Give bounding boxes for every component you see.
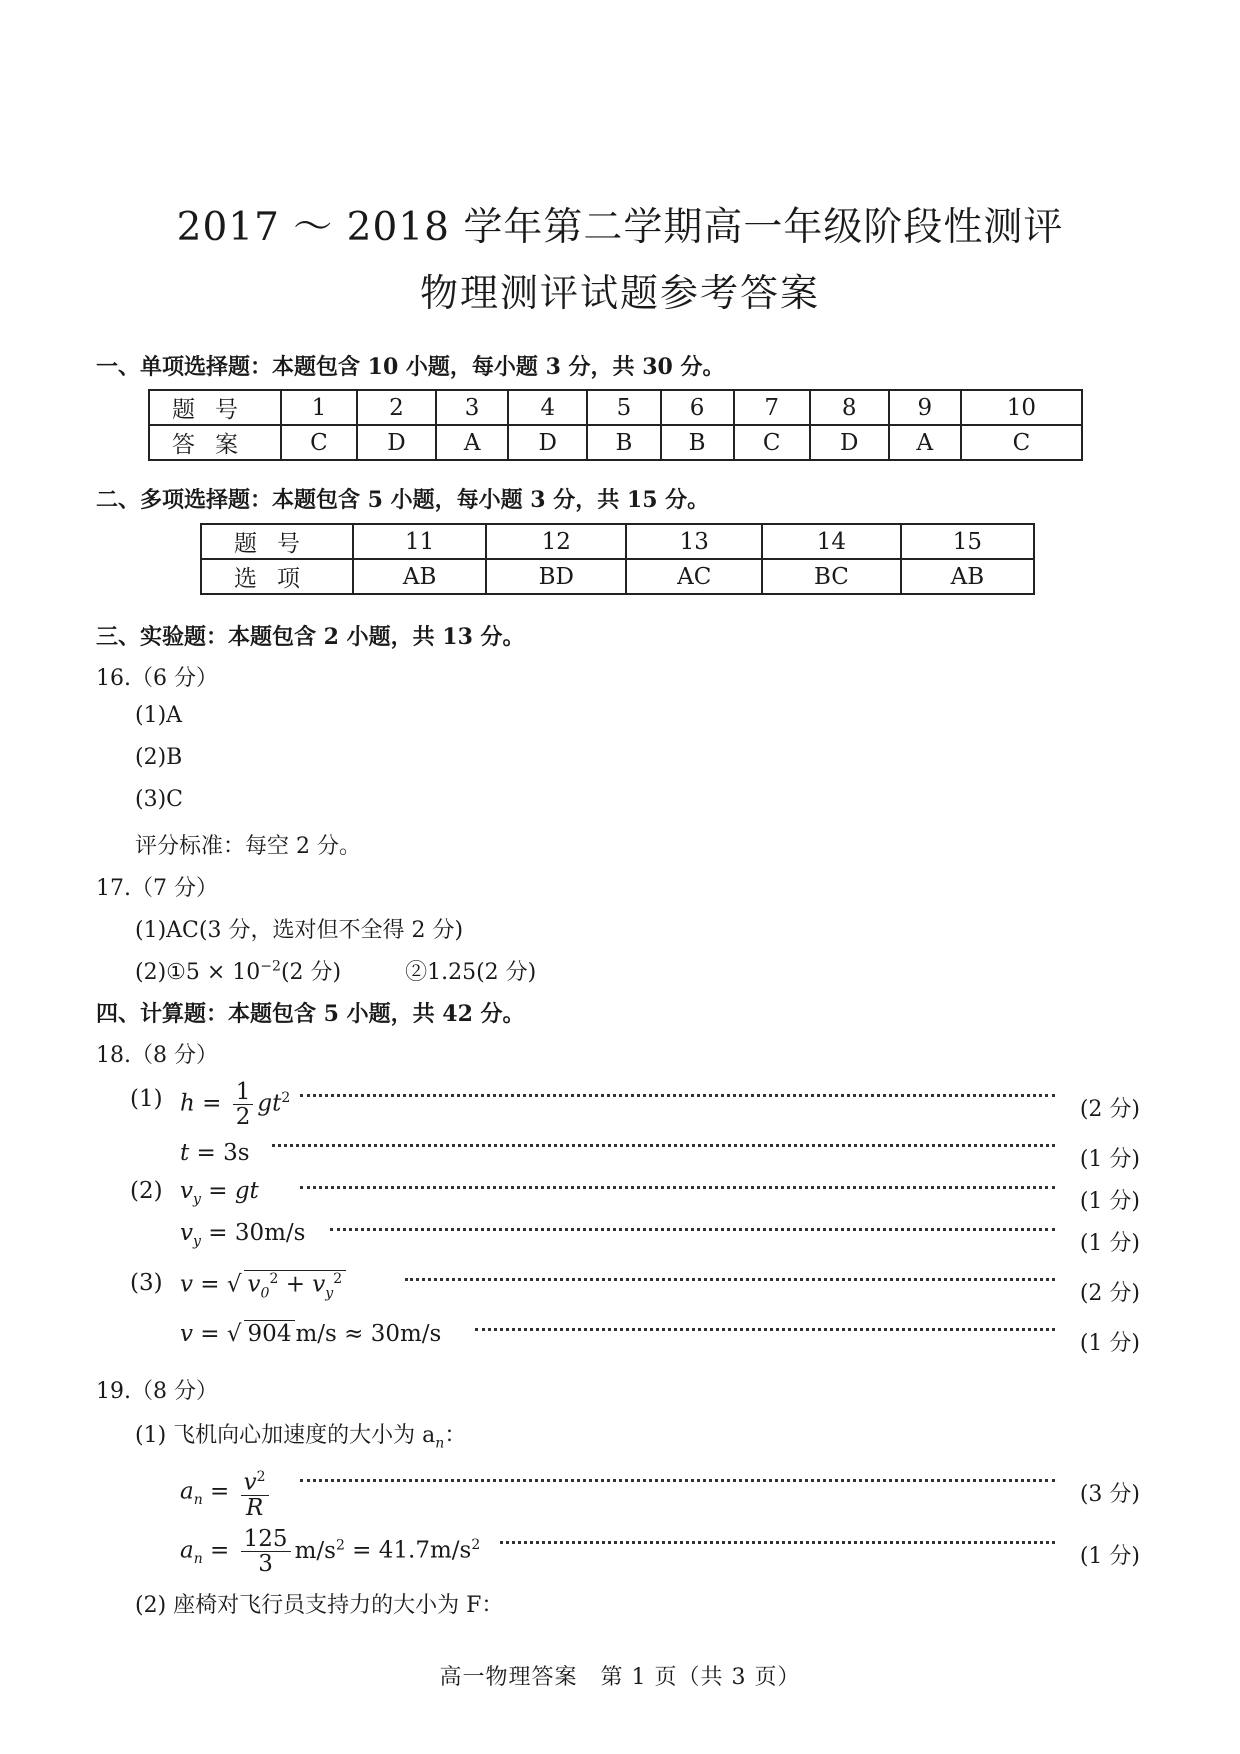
q19-formula-an-value: $a_n$ = $\frac{125}{3}$ $m/s^2 = 41.7m/s^2$ bbox=[180, 1526, 481, 1577]
question-17-label: 17.（7 分） bbox=[96, 876, 218, 901]
question-18-label: 18.（8 分） bbox=[96, 1043, 218, 1068]
q19-part-1-intro: (1) 飞机向心加速度的大小为 $a_n$： bbox=[135, 1423, 467, 1452]
table-cell: A bbox=[889, 425, 961, 460]
q17-answer-2a: (2)①5 × 10 bbox=[135, 960, 261, 985]
q16-answer-2: (2)B bbox=[135, 745, 183, 770]
table-cell: 2 bbox=[357, 390, 436, 425]
section2-table bbox=[200, 523, 1035, 595]
q17-answer-2 bbox=[135, 955, 536, 986]
dot-leader bbox=[330, 1228, 1055, 1231]
q16-answer-1: (1)A bbox=[135, 703, 183, 728]
table-cell: 13 bbox=[626, 524, 762, 559]
section1-table bbox=[148, 389, 1083, 461]
table-cell: AC bbox=[626, 559, 762, 594]
table-cell: 10 bbox=[961, 390, 1082, 425]
dot-leader bbox=[475, 1328, 1055, 1331]
q18-row-1 bbox=[130, 1079, 1140, 1130]
score-label: (2 分) bbox=[1079, 1097, 1140, 1122]
table-cell: 1 bbox=[281, 390, 357, 425]
dot-leader bbox=[405, 1278, 1055, 1281]
table-cell: 14 bbox=[762, 524, 901, 559]
table-cell: B bbox=[587, 425, 660, 460]
q19-row-2 bbox=[130, 1526, 1140, 1577]
dot-leader bbox=[272, 1144, 1055, 1147]
table-cell: D bbox=[508, 425, 587, 460]
q18-part-label: (3) bbox=[130, 1270, 163, 1296]
table-cell: AB bbox=[353, 559, 486, 594]
q17-answer-1: (1)AC(3 分，选对但不全得 2 分) bbox=[135, 918, 464, 943]
q17-answer-2b: ②1.25(2 分) bbox=[405, 960, 537, 985]
table-cell: 4 bbox=[508, 390, 587, 425]
table-cell: C bbox=[961, 425, 1082, 460]
score-label: (1 分) bbox=[1079, 1331, 1140, 1356]
q17-exponent: −2 bbox=[260, 958, 281, 975]
q19-row-1 bbox=[130, 1465, 1140, 1521]
score-label: (3 分) bbox=[1079, 1482, 1140, 1507]
table-row bbox=[201, 524, 1034, 559]
table-row bbox=[149, 390, 1082, 425]
table-cell: 3 bbox=[436, 390, 508, 425]
table-cell: 9 bbox=[889, 390, 961, 425]
dot-leader bbox=[300, 1094, 1055, 1097]
table-cell: 15 bbox=[901, 524, 1034, 559]
row-label-number: 题号 bbox=[149, 390, 281, 425]
table-cell: 8 bbox=[810, 390, 889, 425]
dot-leader bbox=[300, 1479, 1055, 1482]
page-subtitle: 物理测评试题参考答案 bbox=[419, 271, 820, 315]
q18-formula-h: h = $\frac{1}{2}$ $gt^2$ bbox=[180, 1079, 291, 1130]
q18-formula-v-value: v = √ 904 m/s ≈ 30m/s bbox=[180, 1321, 442, 1347]
page-footer: 高一物理答案 第 1 页（共 3 页） bbox=[439, 1665, 801, 1690]
table-cell: AB bbox=[901, 559, 1034, 594]
q18-formula-t: t = 3s bbox=[180, 1140, 250, 1166]
dot-leader bbox=[500, 1541, 1055, 1544]
table-cell: A bbox=[436, 425, 508, 460]
q16-scoring-note: 评分标准：每空 2 分。 bbox=[135, 834, 361, 859]
q18-formula-vy: $v_y$ = gt bbox=[180, 1178, 259, 1208]
table-cell: BD bbox=[486, 559, 626, 594]
table-cell: 11 bbox=[353, 524, 486, 559]
section2-heading: 二、多项选择题：本题包含 5 小题，每小题 3 分，共 15 分。 bbox=[96, 487, 710, 513]
table-cell: D bbox=[357, 425, 436, 460]
question-19-label: 19.（8 分） bbox=[96, 1379, 218, 1404]
q18-part-label: (1) bbox=[130, 1086, 163, 1112]
score-label: (1 分) bbox=[1079, 1147, 1140, 1172]
q18-formula-v: v = √ $v_0^2 + v_y^2$ bbox=[180, 1270, 346, 1301]
dot-leader bbox=[300, 1186, 1055, 1189]
table-row bbox=[149, 425, 1082, 460]
q18-row-2 bbox=[130, 1130, 1140, 1170]
table-cell: 12 bbox=[486, 524, 626, 559]
row-label-option: 选项 bbox=[201, 559, 353, 594]
section4-heading: 四、计算题：本题包含 5 小题，共 42 分。 bbox=[96, 1001, 525, 1027]
q17-answer-2a-score: (2 分) bbox=[280, 960, 342, 985]
question-16-label: 16.（6 分） bbox=[96, 666, 218, 691]
q19-formula-an: $a_n$ = $\frac{v^2}{R}$ bbox=[180, 1465, 273, 1520]
score-label: (1 分) bbox=[1079, 1544, 1140, 1569]
q19-part-2-intro: (2) 座椅对飞行员支持力的大小为 F： bbox=[135, 1593, 504, 1618]
q18-row-5 bbox=[130, 1264, 1140, 1304]
table-cell: 7 bbox=[734, 390, 810, 425]
row-label-number: 题号 bbox=[201, 524, 353, 559]
table-cell: C bbox=[281, 425, 357, 460]
score-label: (2 分) bbox=[1079, 1281, 1140, 1306]
table-cell: 5 bbox=[587, 390, 660, 425]
table-row bbox=[201, 559, 1034, 594]
row-label-answer: 答案 bbox=[149, 425, 281, 460]
table-cell: C bbox=[734, 425, 810, 460]
score-label: (1 分) bbox=[1079, 1231, 1140, 1256]
table-cell: BC bbox=[762, 559, 901, 594]
table-cell: 6 bbox=[661, 390, 734, 425]
q18-formula-vy-value: $v_y = 30m/s$ bbox=[180, 1220, 306, 1250]
q18-part-label: (2) bbox=[130, 1178, 163, 1204]
q16-answer-3: (3)C bbox=[135, 787, 183, 812]
table-cell: D bbox=[810, 425, 889, 460]
q18-row-4 bbox=[130, 1214, 1140, 1254]
score-label: (1 分) bbox=[1079, 1189, 1140, 1214]
section1-heading: 一、单项选择题：本题包含 10 小题，每小题 3 分，共 30 分。 bbox=[96, 354, 725, 380]
page-title: 2017 ～ 2018 学年第二学期高一年级阶段性测评 bbox=[176, 205, 1064, 250]
q18-row-3 bbox=[130, 1172, 1140, 1212]
table-cell: B bbox=[661, 425, 734, 460]
section3-heading: 三、实验题：本题包含 2 小题，共 13 分。 bbox=[96, 624, 525, 650]
q18-row-6 bbox=[130, 1314, 1140, 1354]
